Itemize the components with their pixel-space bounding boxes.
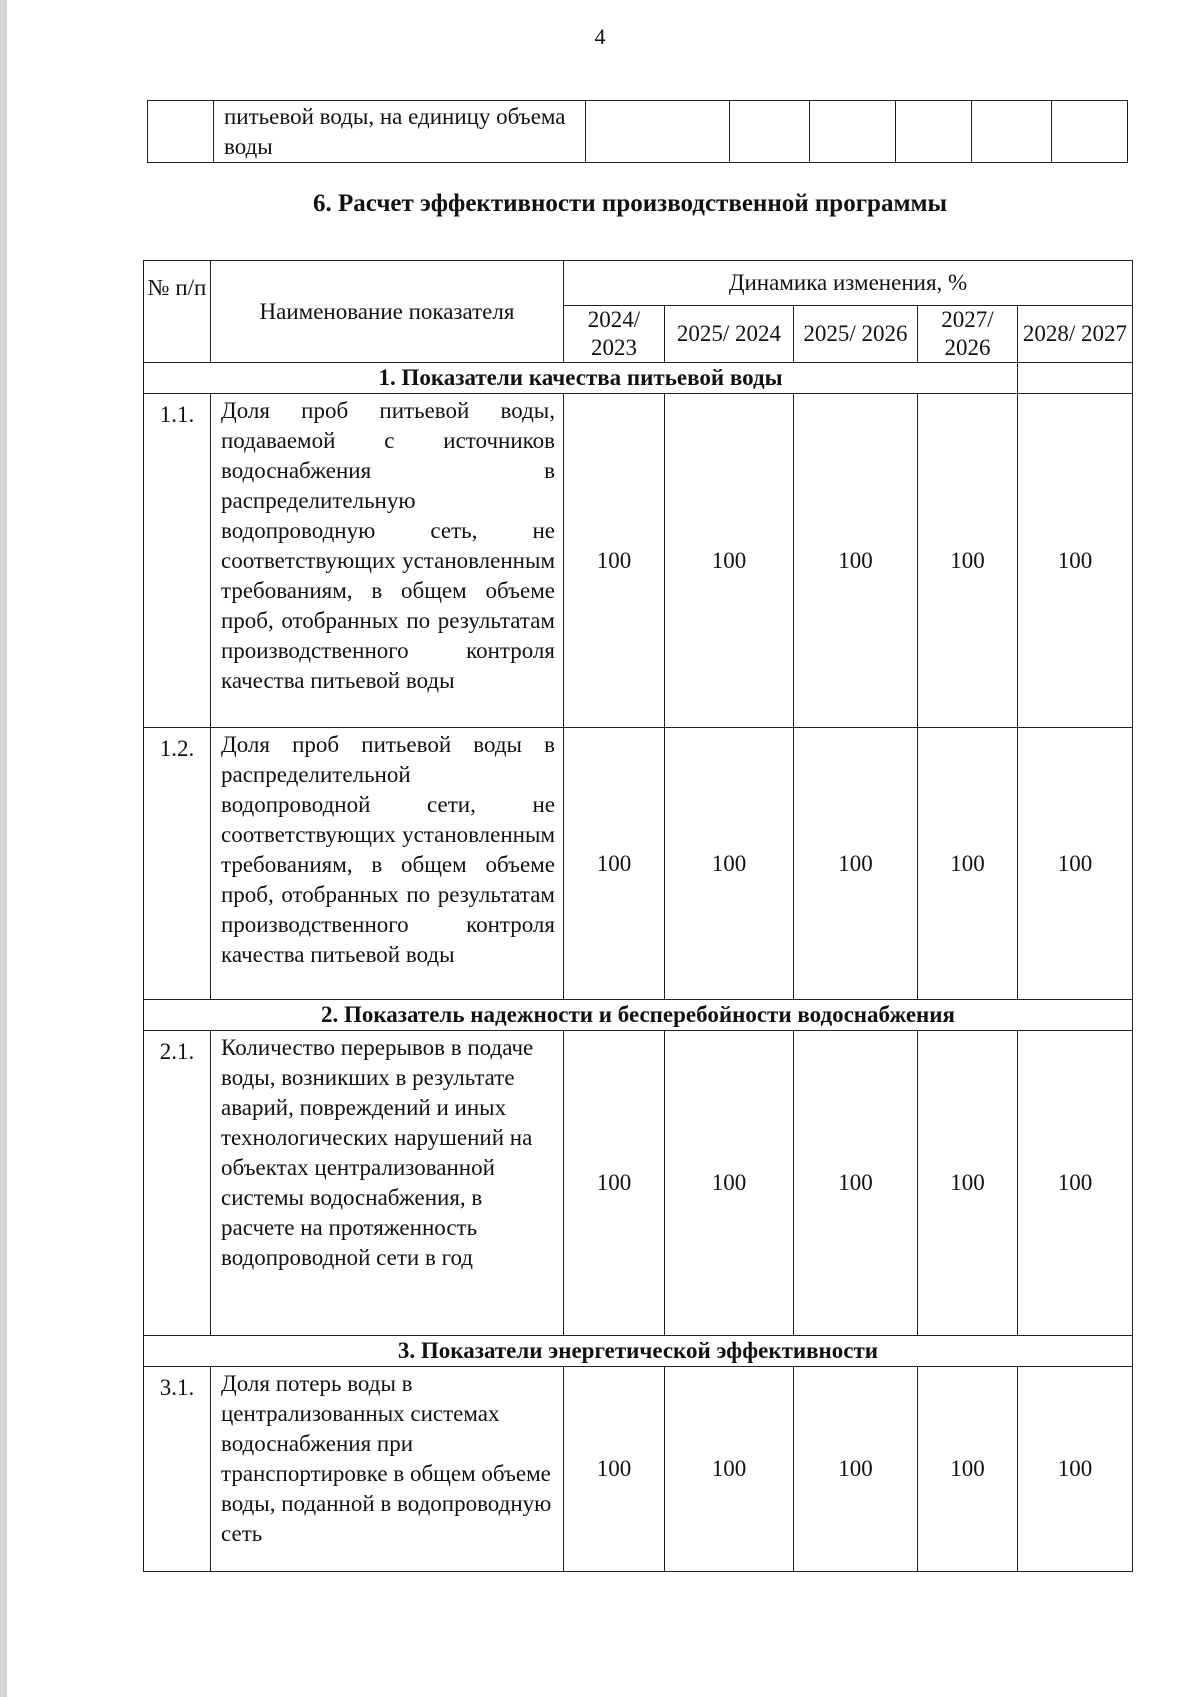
row-value: 100 <box>794 728 918 1000</box>
row-value: 100 <box>794 1031 918 1336</box>
group-row <box>144 1000 1133 1031</box>
row-value: 100 <box>1018 394 1133 728</box>
col-header-num: № п/п <box>144 261 211 363</box>
row-value: 100 <box>794 1367 918 1572</box>
table-row <box>144 728 1133 1000</box>
group-title: 3. Показатели энергетической эффективности <box>144 1336 1133 1367</box>
table-row <box>148 101 1128 163</box>
row-value: 100 <box>918 394 1018 728</box>
row-name: Доля потерь воды в централизованных системах водоснабжения при транспортировке в общем объеме воды, поданной в водопроводную сеть <box>211 1367 564 1572</box>
year-header: 2024/ 2023 <box>564 306 665 363</box>
col-header-name: Наименование показателя <box>211 261 564 363</box>
row-num: 1.1. <box>144 394 211 728</box>
row-name: Доля проб питьевой воды, подаваемой с источников водоснабжения в распределительную водопроводную сеть, не соответствующих установленным требованиям, в общем объеме проб, отобранных по результатам производственного контроля качества питьевой воды <box>211 394 564 728</box>
row-num: 3.1. <box>144 1367 211 1572</box>
table-row <box>144 1031 1133 1336</box>
table-cell <box>148 101 214 163</box>
page-number: 4 <box>594 24 606 49</box>
row-value: 100 <box>564 1031 665 1336</box>
year-header: 2028/ 2027 <box>1018 306 1133 363</box>
group-row <box>144 1336 1133 1367</box>
table-cell <box>810 101 896 163</box>
row-name: Количество перерывов в подаче воды, возникших в результате аварий, повреждений и иных технологических нарушений на объектах централизованной системы водоснабжения, в расчете на протяженность водопроводной сети в год <box>211 1031 564 1336</box>
row-num: 1.2. <box>144 728 211 1000</box>
row-num: 2.1. <box>144 1031 211 1336</box>
continued-table <box>147 100 1128 163</box>
row-value: 100 <box>665 394 794 728</box>
continued-row-name: питьевой воды, на единицу объема воды <box>214 101 586 163</box>
row-value: 100 <box>665 1367 794 1572</box>
group-title: 1. Показатели качества питьевой воды <box>144 363 1018 394</box>
row-value: 100 <box>794 394 918 728</box>
row-value: 100 <box>1018 1031 1133 1336</box>
row-value: 100 <box>564 394 665 728</box>
table-cell <box>896 101 972 163</box>
table-cell <box>586 101 730 163</box>
table-row <box>144 394 1133 728</box>
row-value: 100 <box>1018 728 1133 1000</box>
table-row <box>144 1367 1133 1572</box>
header-row <box>144 261 1133 306</box>
table-cell <box>730 101 810 163</box>
row-value: 100 <box>564 728 665 1000</box>
table-cell <box>1018 363 1133 394</box>
year-header: 2027/ 2026 <box>918 306 1018 363</box>
group-title: 2. Показатель надежности и бесперебойности водоснабжения <box>144 1000 1133 1031</box>
scan-edge <box>0 0 7 1697</box>
row-name: Доля проб питьевой воды в распределительной водопроводной сети, не соответствующих установленным требованиям, в общем объеме проб, отобранных по результатам производственного контроля качества питьевой воды <box>211 728 564 1000</box>
table-cell <box>1052 101 1128 163</box>
row-value: 100 <box>918 1367 1018 1572</box>
row-value: 100 <box>665 728 794 1000</box>
col-header-dynamics: Динамика изменения, % <box>564 261 1133 306</box>
group-row <box>144 363 1133 394</box>
row-value: 100 <box>918 1031 1018 1336</box>
year-header: 2025/ 2026 <box>794 306 918 363</box>
year-header: 2025/ 2024 <box>665 306 794 363</box>
row-value: 100 <box>564 1367 665 1572</box>
row-value: 100 <box>918 728 1018 1000</box>
row-value: 100 <box>665 1031 794 1336</box>
table-cell <box>972 101 1052 163</box>
efficiency-table <box>143 260 1133 1572</box>
row-value: 100 <box>1018 1367 1133 1572</box>
section-title: 6. Расчет эффективности производственной программы <box>312 190 948 217</box>
